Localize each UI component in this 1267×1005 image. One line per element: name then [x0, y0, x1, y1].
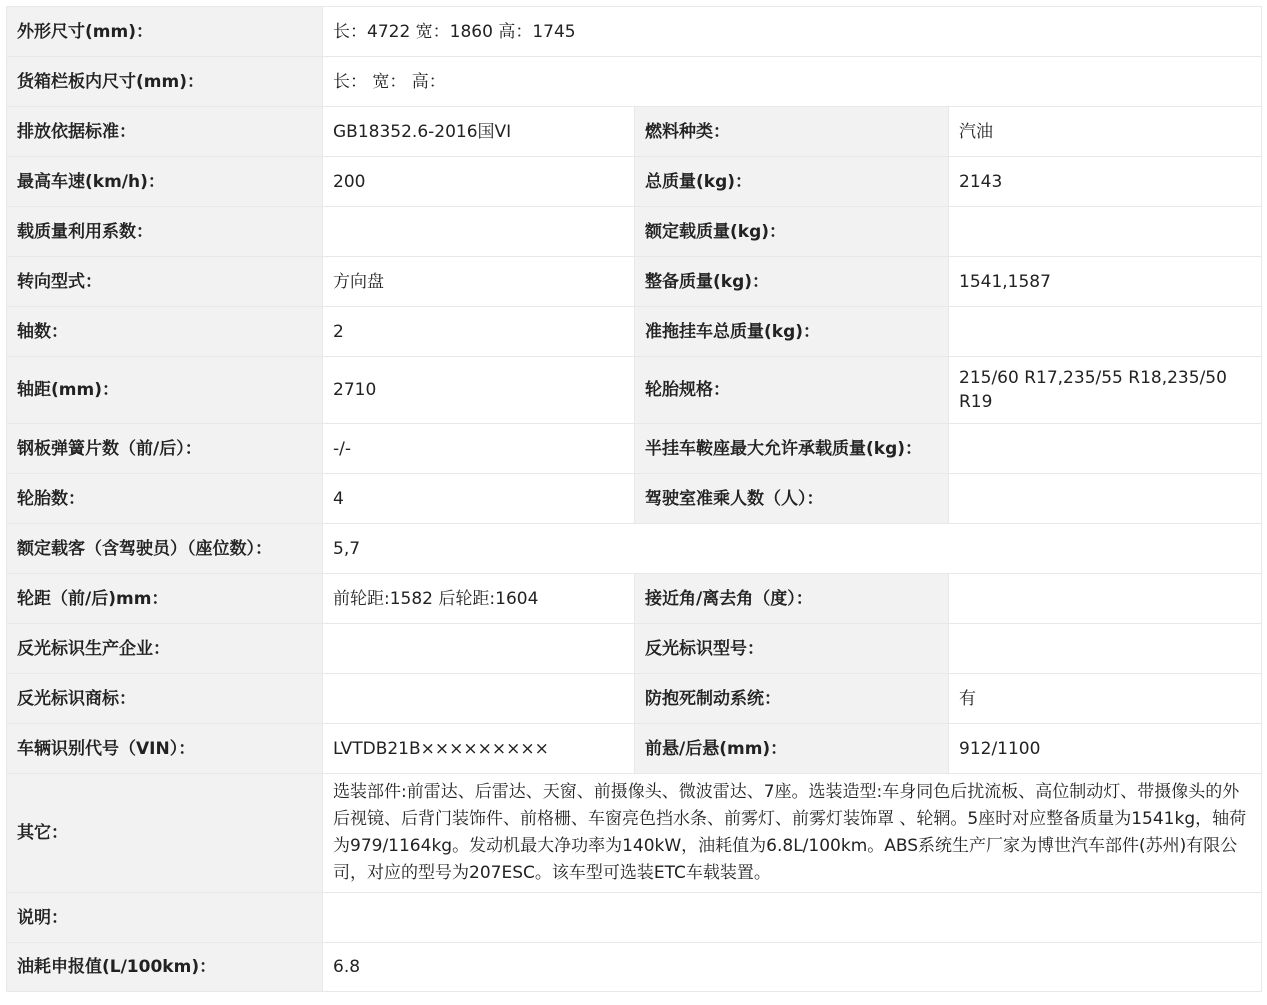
row-steering	[7, 257, 1262, 307]
label-dimensions: 外形尺寸(mm)：	[7, 7, 323, 57]
value-approach-departure	[949, 574, 1262, 624]
row-passengers	[7, 524, 1262, 574]
row-tires	[7, 474, 1262, 524]
row-cargo-box	[7, 57, 1262, 107]
value-notes	[323, 893, 1262, 943]
value-reflector-maker	[323, 624, 635, 674]
value-tire-spec: 215/60 R17,235/55 R18,235/50 R19	[949, 357, 1262, 424]
value-load-factor	[323, 207, 635, 257]
row-other	[7, 774, 1262, 893]
label-abs: 防抱死制动系统：	[635, 674, 949, 724]
value-saddle-load	[949, 424, 1262, 474]
label-fuel-type: 燃料种类：	[635, 107, 949, 157]
value-max-speed: 200	[323, 157, 635, 207]
label-cargo-box: 货箱栏板内尺寸(mm)：	[7, 57, 323, 107]
value-trailer-mass	[949, 307, 1262, 357]
value-axle-count: 2	[323, 307, 635, 357]
label-trailer-mass: 准拖挂车总质量(kg)：	[635, 307, 949, 357]
label-other: 其它：	[7, 774, 323, 893]
value-other: 选装部件:前雷达、后雷达、天窗、前摄像头、微波雷达、7座。选装造型:车身同色后扰流板、高位制动灯、带摄像头的外后视镜、后背门装饰件、前格栅、车窗亮色挡水条、前雾灯、前雾灯装饰罩 、轮辋。5座时对应整备质量为1541kg，轴荷为979/1164kg。发动机最大净功率为140kW，油耗值为6.8L/100km。ABS系统生产厂家为博世汽车部件(苏州)有限公司，对应的型号为207ESC。该车型可选装ETC车载装置。	[323, 774, 1262, 893]
value-overhang: 912/1100	[949, 724, 1262, 774]
row-reflector-brand	[7, 674, 1262, 724]
value-track: 前轮距:1582 后轮距:1604	[323, 574, 635, 624]
label-fuel-consumption: 油耗申报值(L/100km)：	[7, 943, 323, 992]
label-emission: 排放依据标准：	[7, 107, 323, 157]
value-abs: 有	[949, 674, 1262, 724]
value-cargo-box: 长： 宽： 高：	[323, 57, 1262, 107]
label-cab-occupants: 驾驶室准乘人数（人）：	[635, 474, 949, 524]
row-fuel-consumption	[7, 943, 1262, 992]
value-total-mass: 2143	[949, 157, 1262, 207]
label-overhang: 前悬/后悬(mm)：	[635, 724, 949, 774]
label-reflector-maker: 反光标识生产企业：	[7, 624, 323, 674]
label-axle-count: 轴数：	[7, 307, 323, 357]
label-max-speed: 最高车速(km/h)：	[7, 157, 323, 207]
value-fuel-consumption: 6.8	[323, 943, 1262, 992]
value-wheelbase: 2710	[323, 357, 635, 424]
value-reflector-model	[949, 624, 1262, 674]
value-reflector-brand	[323, 674, 635, 724]
label-tire-count: 轮胎数：	[7, 474, 323, 524]
label-rated-load: 额定载质量(kg)：	[635, 207, 949, 257]
row-wheelbase	[7, 357, 1262, 424]
label-reflector-brand: 反光标识商标：	[7, 674, 323, 724]
value-leaf-springs: -/-	[323, 424, 635, 474]
row-speed	[7, 157, 1262, 207]
row-reflector-maker	[7, 624, 1262, 674]
value-tire-count: 4	[323, 474, 635, 524]
value-rated-load	[949, 207, 1262, 257]
label-approach-departure: 接近角/离去角（度）：	[635, 574, 949, 624]
value-fuel-type: 汽油	[949, 107, 1262, 157]
row-vin	[7, 724, 1262, 774]
value-curb-mass: 1541,1587	[949, 257, 1262, 307]
value-vin: LVTDB21B×××××××××	[323, 724, 635, 774]
row-emission	[7, 107, 1262, 157]
label-wheelbase: 轴距(mm)：	[7, 357, 323, 424]
label-vin: 车辆识别代号（VIN）：	[7, 724, 323, 774]
row-notes	[7, 893, 1262, 943]
row-leaf-springs	[7, 424, 1262, 474]
label-total-mass: 总质量(kg)：	[635, 157, 949, 207]
value-passengers: 5,7	[323, 524, 1262, 574]
label-track: 轮距（前/后)mm：	[7, 574, 323, 624]
value-cab-occupants	[949, 474, 1262, 524]
label-curb-mass: 整备质量(kg)：	[635, 257, 949, 307]
label-leaf-springs: 钢板弹簧片数（前/后）：	[7, 424, 323, 474]
label-tire-spec: 轮胎规格：	[635, 357, 949, 424]
row-load-factor	[7, 207, 1262, 257]
label-passengers: 额定载客（含驾驶员）（座位数）：	[7, 524, 323, 574]
label-saddle-load: 半挂车鞍座最大允许承载质量(kg)：	[635, 424, 949, 474]
row-dimensions	[7, 7, 1262, 57]
value-steering: 方向盘	[323, 257, 635, 307]
value-emission: GB18352.6-2016国VI	[323, 107, 635, 157]
label-steering: 转向型式：	[7, 257, 323, 307]
row-track	[7, 574, 1262, 624]
value-dimensions: 长：4722 宽：1860 高：1745	[323, 7, 1262, 57]
label-load-factor: 载质量利用系数：	[7, 207, 323, 257]
label-notes: 说明：	[7, 893, 323, 943]
row-axles	[7, 307, 1262, 357]
vehicle-spec-table	[6, 6, 1262, 992]
label-reflector-model: 反光标识型号：	[635, 624, 949, 674]
